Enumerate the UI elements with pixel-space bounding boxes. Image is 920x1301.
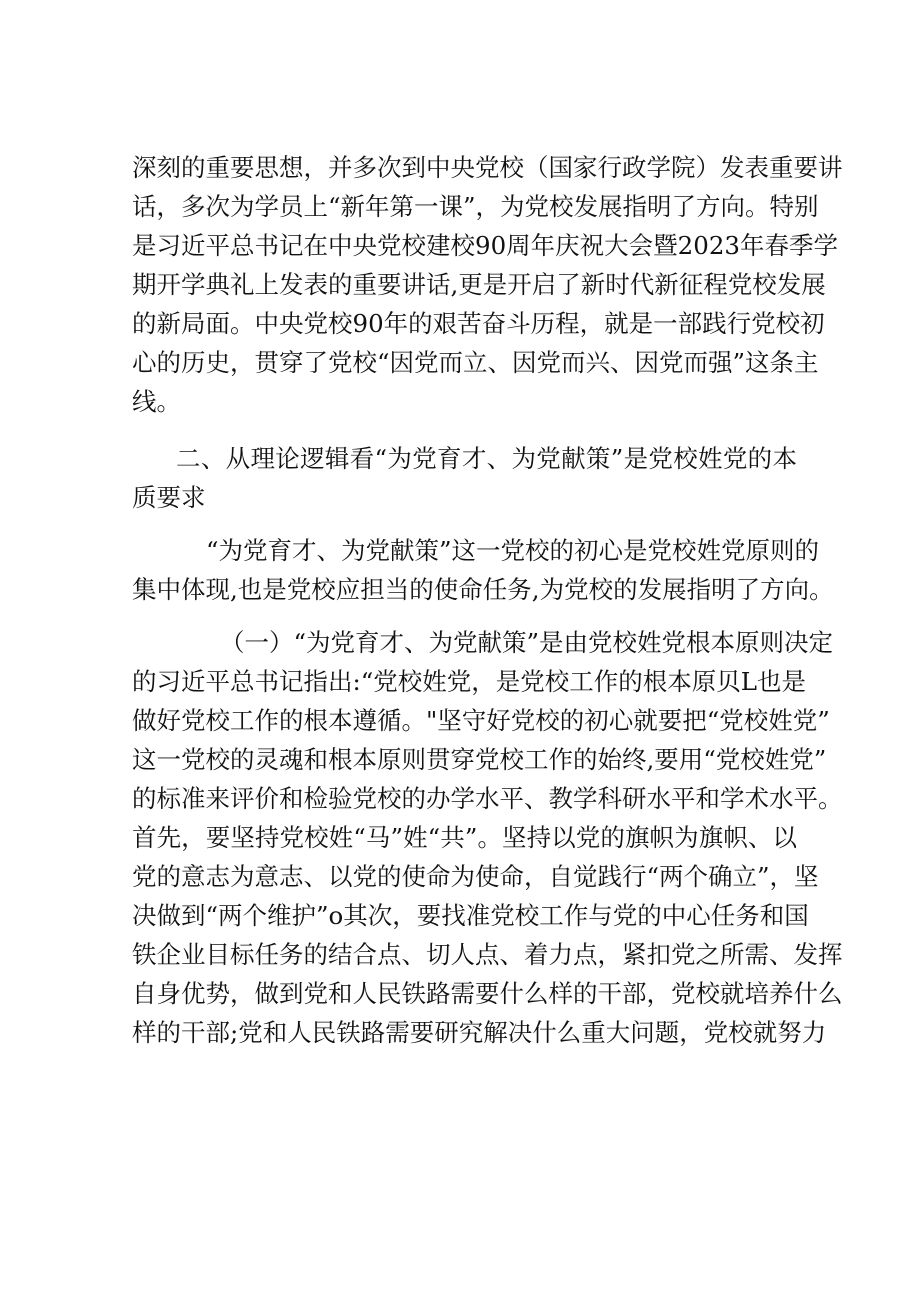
paragraph-line: 集中体现,也是党校应担当的使命任务,为党校的发展指明了方向。 [132, 575, 834, 604]
paragraph-line: 是习近平总书记在中央党校建校90周年庆祝大会暨2023年春季学 [132, 231, 839, 260]
paragraph-line: 的新局面。中央党校90年的艰苦奋斗历程，就是一部践行党校初 [132, 309, 825, 338]
paragraph-line: 党的意志为意志、以党的使命为使命，自觉践行“两个确立”，坚 [132, 862, 819, 891]
heading-line: 质要求 [132, 483, 206, 512]
paragraph-continuation [132, 148, 843, 421]
paragraph-line: 线。 [132, 387, 181, 416]
document-body [132, 148, 843, 1052]
paragraph-line: 的标准来评价和检验党校的办学水平、教学科研水平和学术水平。 [132, 784, 843, 813]
section-heading-two [132, 439, 797, 517]
paragraph-line: 话，多次为学员上“新年第一课”，为党校发展指明了方向。特别 [132, 192, 819, 221]
paragraph-line: 做好党校工作的根本遵循。"坚守好党校的初心就要把“党校姓党” [132, 706, 830, 735]
paragraph-mission [132, 531, 834, 609]
paragraph-line: 自身优势，做到党和人民铁路需要什么样的干部，党校就培养什么 [132, 979, 843, 1008]
paragraph-line: 的习近平总书记指出:“党校姓党，是党校工作的根本原贝L也是 [132, 667, 807, 696]
heading-line: 二、从理论逻辑看“为党育才、为党献策”是党校姓党的本 [176, 444, 797, 473]
paragraph-line: 期开学典礼上发表的重要讲话,更是开启了新时代新征程党校发展 [132, 270, 826, 299]
paragraph-line: 心的历史，贯穿了党校“因党而立、因党而兴、因党而强”这条主 [132, 348, 819, 377]
paragraph-line: 首先，要坚持党校姓“马”姓“共”。坚持以党的旗帜为旗帜、以 [132, 823, 797, 852]
paragraph-subsection-one [132, 623, 843, 1052]
paragraph-line: “为党育才、为党献策”这一党校的初心是党校姓党原则的 [206, 536, 820, 565]
paragraph-line: 样的干部;党和人民铁路需要研究解决什么重大问题，党校就努力 [132, 1018, 827, 1047]
paragraph-line: （一）“为党育才、为党献策”是由党校姓党根本原则决定 [220, 628, 834, 657]
paragraph-line: 深刻的重要思想，并多次到中央党校（国家行政学院）发表重要讲 [132, 153, 843, 182]
paragraph-line: 铁企业目标任务的结合点、切人点、着力点，紧扣党之所需、发挥 [132, 940, 843, 969]
paragraph-line: 决做到“两个维护”o其次，要找准党校工作与党的中心任务和国 [132, 901, 809, 930]
paragraph-line: 这一党校的灵魂和根本原则贯穿党校工作的始终,要用“党校姓党” [132, 745, 827, 774]
